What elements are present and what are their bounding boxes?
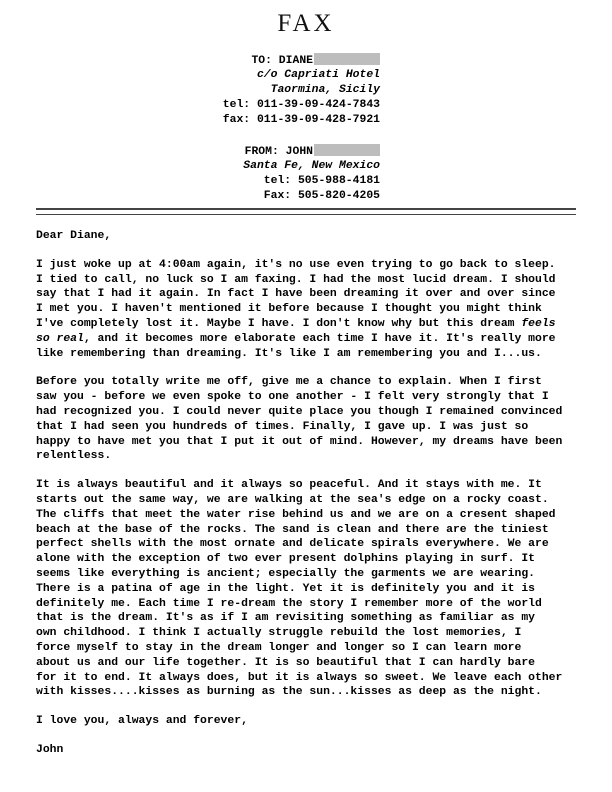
header-divider-thick [36, 208, 576, 210]
text-line: perfect shells with the most ornate and delicate spirals everywhere. We are [36, 538, 549, 551]
text-line: There is a patina of age in the light. Yet it is definitely you and it is [36, 582, 535, 595]
closing-line: I love you, always and forever, [36, 715, 248, 728]
signature: John [36, 743, 64, 756]
paragraph-1 [36, 258, 581, 362]
recipient-block [120, 53, 380, 128]
paragraph-3 [36, 478, 581, 700]
to-label: TO: DIANE [251, 55, 313, 67]
sender-tel: tel: 505-988-4181 [263, 175, 380, 187]
text-line: definitely me. Each time I re-dream the story I remember more of the world [36, 597, 542, 610]
text-line: beach at the base of the rocks. The sand is clean and there are the tiniest [36, 523, 549, 536]
italic-emphasis: feels [521, 317, 556, 330]
text-line: The cliffs that meet the water rise behind us and we are on a cresent shaped [36, 508, 556, 521]
text-segment: I've completely lost it. Maybe I have. I don't know why but this dream [36, 317, 522, 330]
text-line: about us and our life together. It is so beautiful that I can hardly bare [36, 656, 535, 669]
text-line [36, 317, 581, 332]
recipient-tel: tel: 011-39-09-424-7843 [222, 99, 380, 111]
text-line: say that I had it again. In fact I have been dreaming it over and over since [36, 288, 556, 301]
text-line: I met you. I haven't mentioned it before because I thought you might think [36, 303, 542, 316]
text-line: like remembering than dreaming. It's like I am remembering you and I...us. [36, 347, 542, 360]
text-line: I tied to call, no luck so I am faxing. I had the most lucid dream. I should [36, 273, 556, 286]
text-line: It is always beautiful and it always so peaceful. And it stays with me. It [36, 479, 542, 492]
text-line: happy to have met you that I put it out of mind. However, my dreams have been [36, 435, 563, 448]
letter-body [36, 229, 581, 758]
salutation: Dear Diane, [36, 230, 112, 242]
text-line: starts out the same way, we are walking at the sea's edge on a rocky coast. [36, 493, 549, 506]
sender-fax: Fax: 505-820-4205 [263, 190, 380, 202]
text-line: alone with the exception of two ever present dolphins playing in surf. It [36, 553, 535, 566]
text-line: force myself to stay in the dream longer and longer so I can learn more [36, 641, 522, 654]
text-line: I just woke up at 4:00am again, it's no use even trying to go back to sleep. [36, 258, 556, 271]
paragraph-2 [36, 375, 581, 464]
text-line: seems like everything is ancient; especially the garments we are wearing. [36, 567, 535, 580]
text-line: relentless. [36, 450, 112, 463]
fax-title: FAX [277, 10, 335, 37]
text-line: had recognized you. I could never quite place you though I remained convinced [36, 405, 563, 418]
text-line: saw you - before we even spoke to one another - I felt very strongly that I [36, 391, 549, 404]
sender-block [120, 144, 380, 204]
recipient-address-line: c/o Capriati Hotel [256, 69, 380, 81]
text-line: Before you totally write me off, give me a chance to explain. When I first [36, 376, 542, 389]
from-label: FROM: JOHN [244, 146, 313, 158]
italic-emphasis: so real [36, 332, 84, 345]
text-line: that is the dream. It's as if I am revisiting something as familiar as my [36, 612, 535, 625]
text-line: for it to end. It always does, but it is always so sweet. We leave each other [36, 671, 563, 684]
sender-location: Santa Fe, New Mexico [243, 160, 380, 172]
redacted-surname-box [314, 53, 380, 65]
text-line [36, 332, 581, 347]
header-divider-thin [36, 214, 576, 215]
text-line: with kisses....kisses as burning as the sun...kisses as deep as the night. [36, 686, 542, 699]
text-line: that I had seen you hundreds of times. Finally, I gave up. I was just so [36, 420, 529, 433]
recipient-fax: fax: 011-39-09-428-7921 [222, 114, 380, 126]
redacted-surname-box [314, 144, 380, 156]
recipient-city-line: Taormina, Sicily [270, 84, 380, 96]
text-line: own childhood. I think I actually struggle rebuild the lost memories, I [36, 627, 522, 640]
text-segment: , and it becomes more elaborate each time I have it. It's really more [83, 332, 556, 345]
